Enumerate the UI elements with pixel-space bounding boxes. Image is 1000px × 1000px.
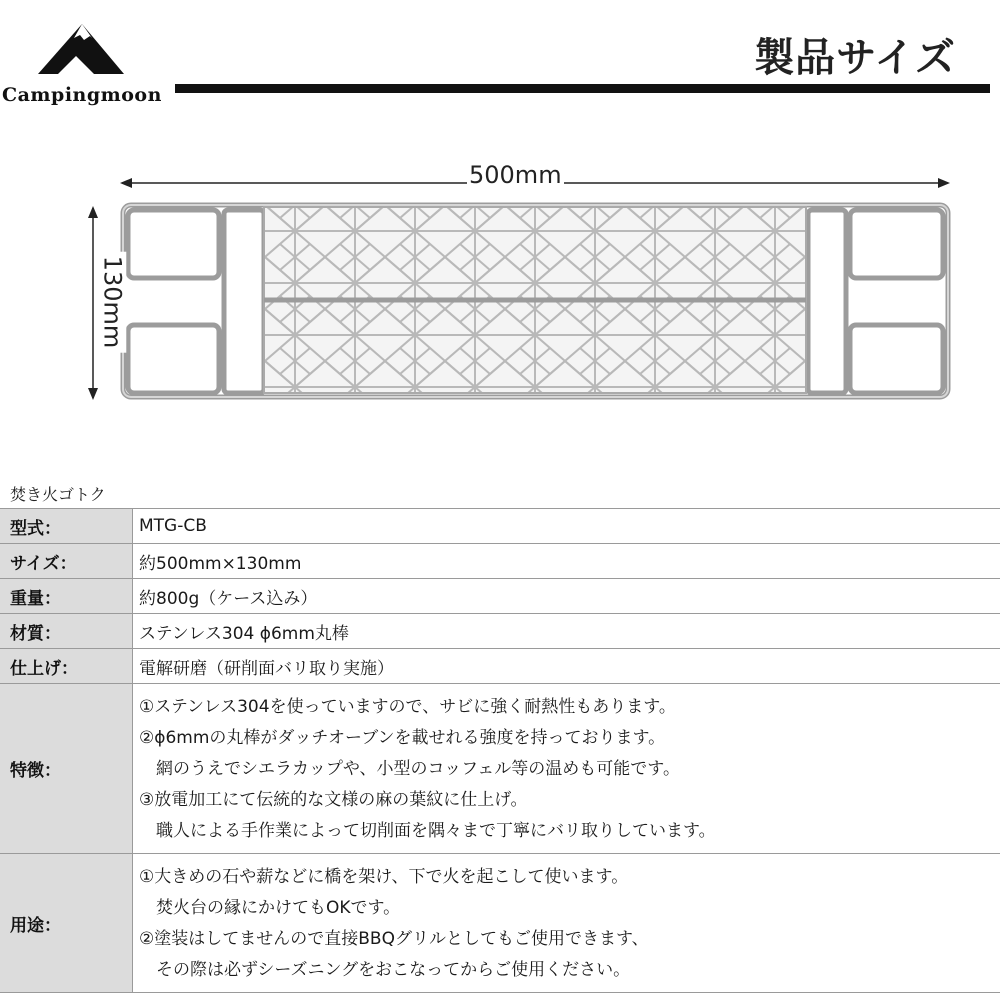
spec-value (133, 684, 1000, 854)
spec-key: 用途： (0, 854, 133, 993)
spec-key: 特徴： (0, 684, 133, 854)
table-row (0, 544, 1000, 579)
spec-key: サイズ： (0, 544, 133, 579)
page-title: 製品サイズ (754, 35, 956, 81)
usage-line: その際は必ずシーズニングをおこなってからご使用ください。 (139, 960, 631, 980)
spec-value: 約500mm×130mm (133, 544, 1000, 579)
brand-logo (0, 18, 165, 106)
spec-key: 重量： (0, 579, 133, 614)
feature-line: ②ϕ6mmの丸棒がダッチオーブンを載せれる強度を持っております。 (139, 728, 666, 748)
table-row (0, 854, 1000, 993)
table-row (0, 684, 1000, 854)
width-label: 500mm (469, 161, 562, 189)
spec-value: 約800g（ケース込み） (133, 579, 1000, 614)
spec-key: 型式： (0, 509, 133, 544)
spec-key: 材質： (0, 614, 133, 649)
spec-value (133, 854, 1000, 993)
table-row (0, 614, 1000, 649)
brand-name: Campingmoon (2, 84, 162, 106)
feature-line: 網のうえでシエラカップや、小型のコッフェル等の温めも可能です。 (139, 759, 680, 779)
mountain-icon (36, 18, 126, 78)
spec-value: MTG-CB (133, 509, 1000, 544)
spec-caption: 焚き火ゴトク (10, 485, 106, 504)
height-label: 130mm (98, 252, 126, 353)
feature-line: ①ステンレス304を使っていますので、サビに強く耐熱性もあります。 (139, 697, 676, 717)
header-rule (175, 84, 990, 93)
usage-line: 焚火台の縁にかけてもOKです。 (139, 898, 401, 918)
usage-line: ①大きめの石や薪などに橋を架け、下で火を起こして使います。 (139, 867, 629, 887)
table-row (0, 509, 1000, 544)
spec-value: 電解研磨（研削面バリ取り実施） (133, 649, 1000, 684)
usage-line: ②塗装はしてませんので直接BBQグリルとしてもご使用できます、 (139, 929, 649, 949)
product-drawing (0, 150, 1000, 420)
table-row (0, 579, 1000, 614)
feature-line: ③放電加工にて伝統的な文様の麻の葉紋に仕上げ。 (139, 790, 528, 810)
table-row (0, 649, 1000, 684)
spec-table (0, 508, 1000, 993)
spec-value: ステンレス304 ϕ6mm丸棒 (133, 614, 1000, 649)
feature-line: 職人による手作業によって切削面を隅々まで丁寧にバリ取りしています。 (139, 821, 716, 841)
spec-key: 仕上げ： (0, 649, 133, 684)
height-dimension (88, 206, 98, 400)
